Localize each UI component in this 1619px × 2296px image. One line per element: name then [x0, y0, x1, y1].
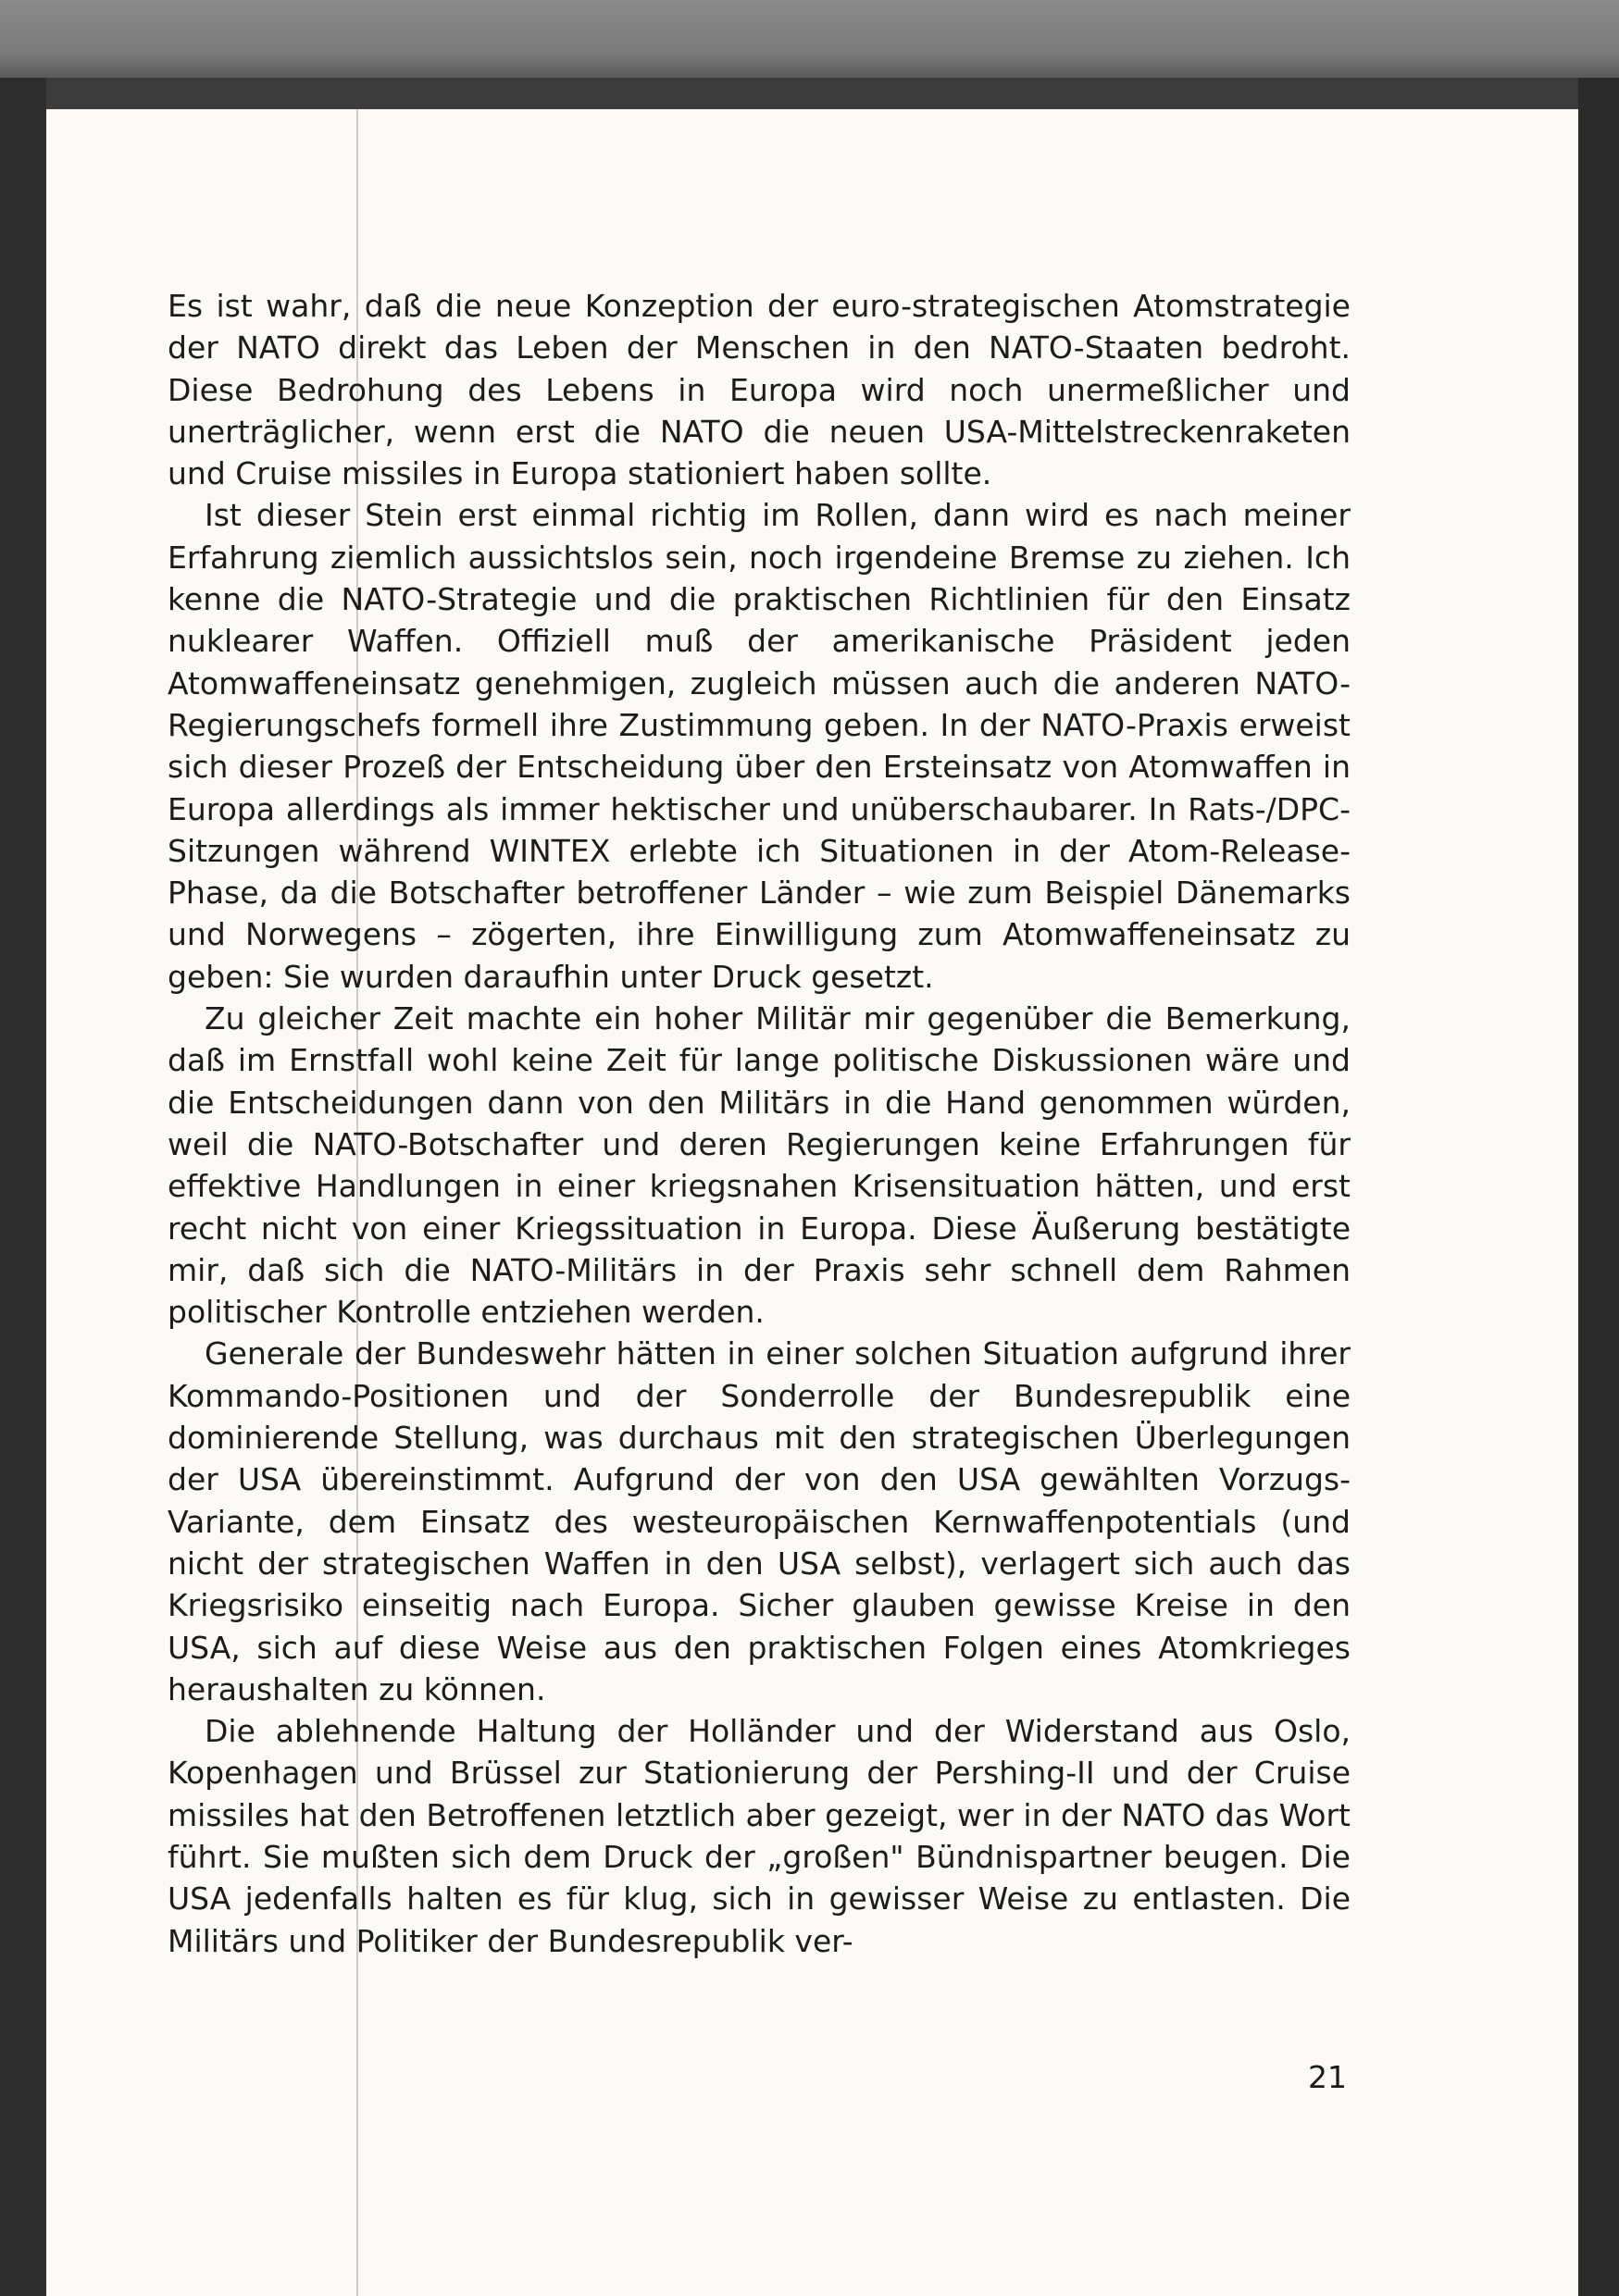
- page-number: 21: [1308, 2059, 1347, 2095]
- paragraph: Die ablehnende Haltung der Holländer und der Widerstand aus Oslo, Kopenhagen und Brüssel zur Stationierung der Pershing-II und der Cruise missiles hat den Betroffenen letztlich aber gezeigt, wer in der NATO das Wort führt. Sie mußten sich dem Druck der „großen" Bündnispartner beugen. Die USA jedenfalls halten es für klug, sich in gewisser Weise zu entlasten. Die Militärs und Politiker der Bundesrepublik ver-: [168, 1713, 1351, 1959]
- paragraph: Es ist wahr, daß die neue Konzeption der euro-strategischen Atomstrategie der NATO direkt das Leben der Menschen in den NATO-Staaten bedroht. Diese Bedrohung des Lebens in Europa wird noch unermeßlicher und unerträglicher, wenn erst die NATO die neuen USA-Mittelstreckenraketen und Cruise missiles in Europa stationiert haben sollte.: [168, 288, 1351, 492]
- scanner-top-band: [0, 0, 1619, 78]
- paragraph: Zu gleicher Zeit machte ein hoher Militär mir gegenüber die Bemerkung, daß im Ernstfall wohl keine Zeit für lange politische Diskussionen wäre und die Entscheidungen dann von den Militärs in die Hand genommen würden, weil die NATO-Botschafter und deren Regierungen keine Erfahrungen für effektive Handlungen in einer kriegsnahen Krisensituation hätten, und erst recht nicht von einer Kriegssituation in Europa. Diese Äußerung bestätigte mir, daß sich die NATO-Militärs in der Praxis sehr schnell dem Rahmen politischer Kontrolle entziehen werden.: [168, 1000, 1351, 1331]
- scanner-right-edge: [1578, 78, 1619, 2296]
- paragraph: Generale der Bundeswehr hätten in einer solchen Situation aufgrund ihrer Kommando-Positionen und der Sonderrolle der Bundesrepublik eine dominierende Stellung, was durchaus mit den strategischen Überlegungen der USA übereinstimmt. Aufgrund der von den USA gewählten Vorzugs-Variante, dem Einsatz des westeuropäischen Kernwaffenpotentials (und nicht der strategischen Waffen in den USA selbst), verlagert sich auch das Kriegsrisiko einseitig nach Europa. Sicher glauben gewisse Kreise in den USA, sich auf diese Weise aus den praktischen Folgen eines Atomkrieges heraushalten zu können.: [168, 1335, 1351, 1707]
- scanner-left-edge: [0, 78, 46, 2296]
- paragraph: Ist dieser Stein erst einmal richtig im Rollen, dann wird es nach meiner Erfahrung ziemlich aussichtslos sein, noch irgendeine Bremse zu ziehen. Ich kenne die NATO-Strategie und die praktischen Richtlinien für den Einsatz nuklearer Waffen. Offiziell muß der amerikanische Präsident jeden Atomwaffeneinsatz genehmigen, zugleich müssen auch die anderen NATO-Regierungschefs formell ihre Zustimmung geben. In der NATO-Praxis erweist sich dieser Prozeß der Entscheidung über den Ersteinsatz von Atomwaffen in Europa allerdings als immer hektischer und unüberschaubarer. In Rats-/DPC-Sitzungen während WINTEX erlebte ich Situationen in der Atom-Release-Phase, da die Botschafter betroffener Länder – wie zum Beispiel Dänemarks und Norwegens – zögerten, ihre Einwilligung zum Atomwaffeneinsatz zu geben: Sie wurden daraufhin unter Druck gesetzt.: [168, 497, 1351, 995]
- body-text: [168, 285, 1351, 1962]
